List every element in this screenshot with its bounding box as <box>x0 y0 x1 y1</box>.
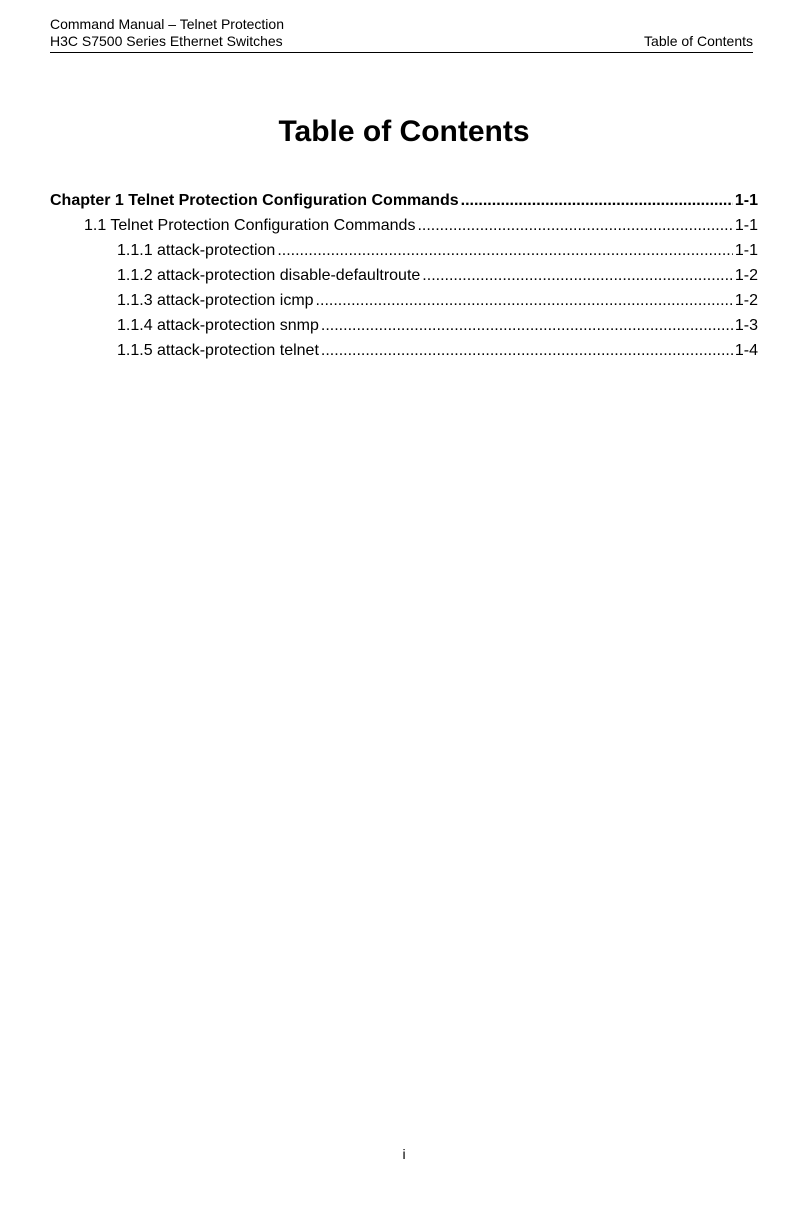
toc-entry-section-1-1-4[interactable] <box>50 313 758 338</box>
toc-entry-section-1-1[interactable] <box>50 213 758 238</box>
toc-entry-page[interactable]: 1-1 <box>734 242 758 259</box>
page-title: Table of Contents <box>278 115 530 148</box>
toc-leader-dots <box>316 288 733 313</box>
toc-entry-text[interactable]: 1.1.5 attack-protection telnet <box>117 342 319 359</box>
toc-entry-text[interactable]: Chapter 1 Telnet Protection Configuration Commands <box>50 192 459 209</box>
toc-leader-dots <box>422 263 733 288</box>
toc-entry-page[interactable]: 1-1 <box>734 217 758 234</box>
toc-leader-dots <box>417 213 732 238</box>
toc-entry-page[interactable]: 1-3 <box>734 317 758 334</box>
toc-entry-text[interactable]: 1.1.2 attack-protection disable-defaultroute <box>117 267 421 284</box>
toc-entry-section-1-1-5[interactable] <box>50 338 758 363</box>
toc-leader-dots <box>321 313 733 338</box>
toc-entry-section-1-1-2[interactable] <box>50 263 758 288</box>
header-section-name: Table of Contents <box>644 33 753 49</box>
toc-entry-text[interactable]: 1.1.1 attack-protection <box>117 242 276 259</box>
header-left <box>50 16 284 50</box>
toc-entry-text[interactable]: 1.1.3 attack-protection icmp <box>117 292 314 309</box>
toc-entry-text[interactable]: 1.1.4 attack-protection snmp <box>117 317 319 334</box>
toc-leader-dots <box>321 338 733 363</box>
page-number: i <box>402 1146 406 1162</box>
toc-entry-page[interactable]: 1-4 <box>734 342 758 359</box>
toc-entry-page[interactable]: 1-2 <box>734 267 758 284</box>
toc-entry-text[interactable]: 1.1 Telnet Protection Configuration Commands <box>84 217 416 234</box>
toc-entry-page[interactable]: 1-1 <box>734 192 758 209</box>
toc-entry-chapter-1[interactable] <box>50 188 758 213</box>
toc-entry-page[interactable]: 1-2 <box>734 292 758 309</box>
toc-leader-dots <box>277 238 733 263</box>
toc-leader-dots <box>461 188 733 213</box>
header-product-name: H3C S7500 Series Ethernet Switches <box>50 33 283 49</box>
toc-entry-section-1-1-1[interactable] <box>50 238 758 263</box>
header-manual-title: Command Manual – Telnet Protection <box>50 16 284 32</box>
table-of-contents <box>50 188 758 363</box>
toc-entry-section-1-1-3[interactable] <box>50 288 758 313</box>
page-header <box>50 16 753 53</box>
